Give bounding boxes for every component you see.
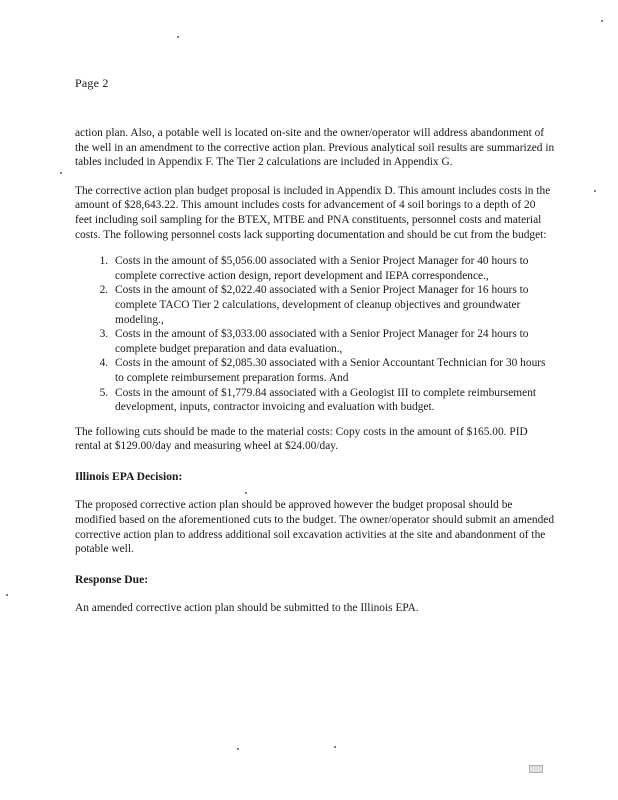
heading-response-due: Response Due: [75, 572, 149, 586]
personnel-cost-cuts-list [75, 254, 555, 415]
scan-speck [245, 492, 247, 494]
paragraph-decision: The proposed corrective action plan should be approved however the budget proposal should be modified based on the aforementioned cuts to the budget. The owner/operator should submit an amended corrective action plan to address additional soil excavation activities at the site and abandonment of the potable well. [75, 499, 555, 556]
paragraph-budget-proposal: The corrective action plan budget proposal is included in Appendix D. This amount includes costs in the amount of $28,643.22. This amount includes costs for advancement of 4 soil borings to a depth of 20 feet including soil sampling for the BTEX, MTBE and PNA constituents, personnel costs and material costs. The following personnel costs lack supporting documentation and should be cut from the budget: [75, 184, 551, 241]
letter-body [75, 126, 555, 616]
scan-speck [177, 36, 179, 38]
scan-speck [6, 594, 8, 596]
scan-speck [237, 748, 239, 750]
cost-item: 4. Costs in the amount of $2,085.30 associated with a Senior Accountant Technician for 30 hours to complete reimbursement preparation forms. And [111, 356, 555, 385]
page-number: Page 2 [75, 76, 109, 90]
paragraph-response: An amended corrective action plan should be submitted to the Illinois EPA. [75, 602, 419, 615]
cost-item: 3. Costs in the amount of $3,033.00 associated with a Senior Project Manager for 24 hours to complete budget preparation and data evaluation., [111, 327, 555, 356]
scan-speck [334, 746, 336, 748]
paragraph-material-cuts: The following cuts should be made to the material costs: Copy costs in the amount of $165.00. PID rental at $129.00/day and measuring wheel at $24.00/day. [75, 425, 528, 453]
paragraph-appendix-references: action plan. Also, a potable well is located on-site and the owner/operator will address abandonment of the well in an amendment to the corrective action plan. Previous analytical soil results are summarized in tables included in Appendix F. The Tier 2 calculations are included in Appendix G. [75, 127, 555, 169]
heading-epa-decision: Illinois EPA Decision: [75, 469, 183, 483]
cost-item: 1. Costs in the amount of $5,056.00 associated with a Senior Project Manager for 40 hours to complete corrective action design, report development and IEPA correspondence., [111, 254, 555, 283]
scan-stamp [529, 765, 543, 773]
cost-item: 5. Costs in the amount of $1,779.84 associated with a Geologist III to complete reimbursement development, inputs, contractor invoicing and evaluation with budget. [111, 386, 555, 415]
cost-item: 2. Costs in the amount of $2,022.40 associated with a Senior Project Manager for 16 hours to complete TACO Tier 2 calculations, development of cleanup objectives and groundwater modeling., [111, 283, 555, 327]
scan-speck [601, 20, 603, 22]
scan-speck [60, 172, 62, 174]
scan-speck [594, 190, 596, 192]
